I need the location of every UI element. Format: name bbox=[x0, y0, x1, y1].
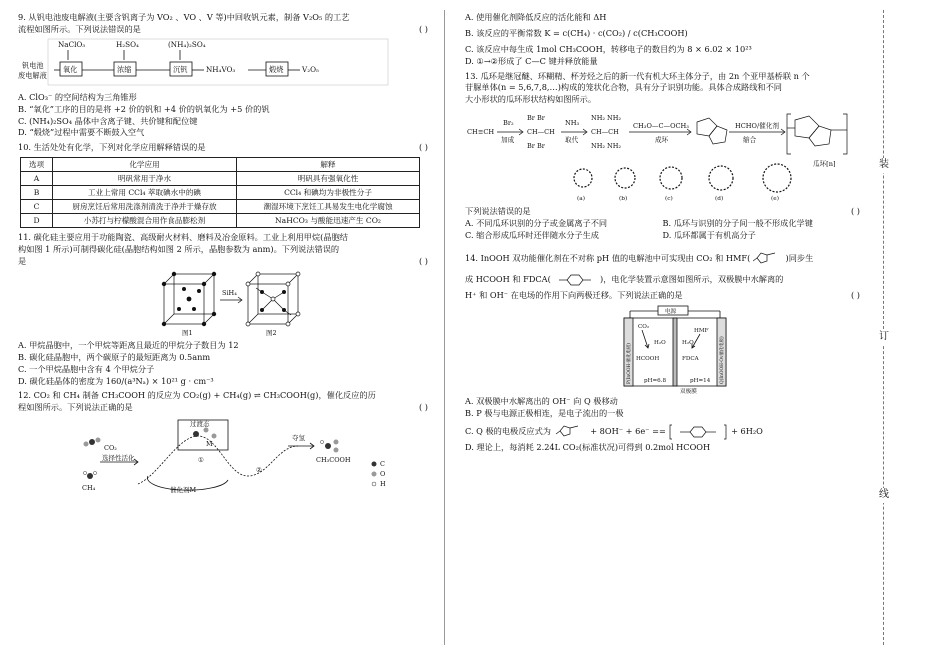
question-12-options bbox=[465, 12, 860, 68]
q10-header-option: 选项 bbox=[21, 158, 53, 172]
q9-mid-product: NH₄VO₃ bbox=[206, 64, 236, 74]
q13-step-cyclize: 成环 bbox=[655, 136, 669, 145]
q14-option-c-end: + 6H₂O bbox=[731, 425, 763, 436]
q11-figure-2-label: 图2 bbox=[266, 328, 277, 337]
q13-ester: CH₃O—C—OCH₃ bbox=[633, 122, 689, 131]
q12-label-co2: CO₂ bbox=[104, 444, 117, 453]
q13-option-c[interactable]: C. 缩合形成瓜环时还伴随水分子生成 bbox=[465, 230, 599, 241]
q13-product: 瓜环[n] bbox=[813, 160, 836, 169]
q13-shape-e: (e) bbox=[771, 196, 779, 203]
right-column bbox=[465, 12, 860, 456]
q13-shape-d: (d) bbox=[715, 196, 724, 203]
table-row bbox=[21, 172, 420, 186]
q10-table bbox=[20, 157, 420, 228]
q11-figure-1-label: 图1 bbox=[182, 328, 193, 337]
question-10 bbox=[18, 142, 428, 228]
q13-option-d[interactable]: D. 瓜环都属于有机高分子 bbox=[662, 230, 756, 241]
svg-text:Br Br: Br Br bbox=[527, 142, 545, 151]
svg-text:Br Br: Br Br bbox=[527, 114, 545, 123]
q13-start: CH≡CH bbox=[467, 128, 495, 137]
q14-option-c: C. Q 极的电极反应式为 bbox=[465, 425, 551, 436]
q14-stem-line1b: )同步生 bbox=[785, 252, 814, 263]
q14-option-c-tail: + 8OH⁻ + 6e⁻ == bbox=[590, 425, 666, 436]
table-header-row bbox=[21, 158, 420, 172]
q10-cell: 明矾常用于净水 bbox=[53, 172, 237, 186]
q9-step-concentrate: 浓缩 bbox=[117, 64, 132, 74]
q13-synthesis-scheme bbox=[465, 108, 860, 204]
q13-stem-line1: 13. 瓜环是继冠醚、环糊精、杯芳烃之后的新一代有机大环主体分子，由 2n 个亚甲基桥联 n 个 bbox=[465, 70, 810, 81]
q9-start-2: 废电解液 bbox=[18, 70, 47, 80]
q11-answer-paren: ( ) bbox=[419, 256, 428, 267]
q9-flowchart bbox=[18, 38, 428, 90]
svg-text:CH—CH: CH—CH bbox=[527, 128, 555, 137]
q9-start-1: 钒电池 bbox=[22, 60, 44, 70]
q11-option-b[interactable]: B. 碳化硅晶胞中，两个碳原子的最短距离为 0.5anm bbox=[18, 351, 211, 362]
q9-option-d[interactable]: D. “煅烧”过程中需要不断鼓入空气 bbox=[18, 127, 145, 138]
fdca-dianion-structure-icon bbox=[668, 423, 728, 441]
q14-left-h2o: H₂O bbox=[654, 339, 666, 346]
question-14 bbox=[465, 248, 860, 454]
question-13 bbox=[465, 71, 860, 242]
q12-label-dehydro: 夺氢 bbox=[292, 434, 305, 443]
q14-stem-line2a: 成 HCOOH 和 FDCA( bbox=[465, 273, 551, 284]
fdca-structure-icon bbox=[553, 272, 597, 288]
q13-shape-a: (a) bbox=[577, 196, 585, 203]
q14-right-hmf: HMF bbox=[694, 327, 709, 334]
q13-reagent-nh3: NH₃ bbox=[565, 119, 580, 128]
q12-label-step1: ① bbox=[198, 456, 204, 465]
q13-stem-line3: 大小形状的瓜环形状结构如图所示。 bbox=[465, 94, 597, 105]
q13-option-a[interactable]: A. 不同瓜环识别的分子或金属离子不同 bbox=[465, 218, 608, 229]
q9-reagent-1: NaClO₃ bbox=[58, 39, 86, 49]
binding-mark-3: 线 bbox=[877, 488, 891, 503]
q14-right-electrode: Q(InOOH-Ov催化电极) bbox=[720, 336, 725, 384]
table-row bbox=[21, 200, 420, 214]
q9-step-calcine: 煅烧 bbox=[269, 64, 284, 74]
q14-option-c-line[interactable] bbox=[465, 420, 860, 442]
q12-label-ch4: CH₄ bbox=[82, 484, 96, 493]
q14-right-h2o: H₂O bbox=[682, 339, 694, 346]
q11-option-d[interactable]: D. 碳化硅晶体的密度为 160/(a³Nₐ) × 10²¹ g · cm⁻³ bbox=[18, 375, 214, 386]
q12-legend-c: C bbox=[380, 460, 385, 469]
q14-ph-left: pH=6.8 bbox=[644, 377, 667, 384]
svg-text:NH₂ NH₂: NH₂ NH₂ bbox=[591, 142, 621, 151]
hmf-structure-icon bbox=[753, 251, 783, 267]
q12-legend-h: H bbox=[380, 480, 386, 489]
svg-text:NH₂ NH₂: NH₂ NH₂ bbox=[591, 114, 621, 123]
binding-mark-2: 订 bbox=[877, 330, 891, 345]
binding-dashed-line bbox=[883, 10, 884, 645]
q13-stem-line2: 苷脲单体(n = 5,6,7,8,…)构成的笼状化合物，具有分子识别功能。具体合成路线和不同 bbox=[465, 82, 782, 93]
q11-crystal-figure bbox=[18, 270, 428, 338]
q14-stem-line1a: 14. InOOH 双功能催化剂在不对称 pH 值的电解池中可实现由 CO₂ 和 HMF( bbox=[465, 252, 751, 263]
q13-step-condense: 缩合 bbox=[743, 136, 757, 145]
q13-shape-b: (b) bbox=[619, 196, 628, 203]
q14-power: 电源 bbox=[665, 308, 677, 315]
q14-stem-line2b: )，电化学装置示意图如图所示，双极膜中水解离的 bbox=[600, 273, 784, 284]
q14-stem-line3: H⁺ 和 OH⁻ 在电场的作用下向两极迁移。下列说法正确的是 bbox=[465, 289, 683, 300]
q9-option-b[interactable]: B. “氧化”工序的目的是将 +2 价的钒和 +4 价的钒氧化为 +5 价的钒 bbox=[18, 103, 270, 114]
q12-option-a[interactable]: A. 使用催化剂降低反应的活化能和 ΔH bbox=[465, 12, 607, 22]
q14-left-electrode: P(InOOH-催化电极) bbox=[627, 342, 632, 384]
q9-stem-line2: 流程如图所示。下列说法错误的是 bbox=[18, 23, 141, 34]
q12-option-c[interactable]: C. 该反应中每生成 1mol CH₃COOH，转移电子的数目约为 8 × 6.02 × 10²³ bbox=[465, 43, 752, 54]
q11-arrow-label: SiH₄ bbox=[222, 288, 237, 297]
q12-stem-line1: 12. CO₂ 和 CH₄ 制备 CH₃COOH 的反应为 CO₂(g) + CH₄(g) ⇌ CH₃COOH(g)，催化反应的历 bbox=[18, 390, 376, 401]
q10-cell: NaHCO₃ 与酸能迅速产生 CO₂ bbox=[237, 214, 420, 228]
q14-electrolysis-cell bbox=[465, 304, 860, 394]
q11-stem-line3: 是 bbox=[18, 256, 27, 267]
q10-cell: 小苏打与柠檬酸混合用作食品膨松剂 bbox=[53, 214, 237, 228]
q13-step-addition: 加成 bbox=[501, 136, 515, 145]
binding-margin bbox=[868, 10, 898, 645]
q14-option-d[interactable]: D. 理论上，每消耗 2.24L CO₂(标准状况)可得到 0.2mol HCOOH bbox=[465, 441, 711, 452]
q9-reagent-2: H₂SO₄ bbox=[116, 39, 139, 49]
q10-answer-paren: ( ) bbox=[419, 142, 428, 153]
q11-stem-line2: 构如图 1 所示)可制得碳化硅(晶胞结构如图 2 所示，晶胞参数为 anm)。下列说法错误的 bbox=[18, 244, 340, 255]
q14-ph-right: pH=14 bbox=[690, 377, 711, 384]
q9-end-product: V₂O₅ bbox=[302, 64, 319, 74]
q14-membrane: 双极膜 bbox=[680, 388, 697, 394]
q10-cell: 潮湿环境下烹饪工具易发生电化学腐蚀 bbox=[237, 200, 420, 214]
q12-option-d[interactable]: D. ①→②形成了 C—C 键并释放能量 bbox=[465, 55, 598, 66]
q9-answer-paren: ( ) bbox=[419, 23, 428, 34]
q13-answer-paren: ( ) bbox=[851, 206, 860, 217]
q13-shape-c: (c) bbox=[665, 196, 673, 203]
q11-option-a[interactable]: A. 甲烷晶胞中，一个甲烷等距离且最近的甲烷分子数目为 12 bbox=[18, 339, 239, 350]
q10-cell: 工业上常用 CCl₄ 萃取碘水中的碘 bbox=[53, 186, 237, 200]
q9-stem-line1: 9. 从钒电池废电解液(主要含钒离子为 VO₂ 、VO 、V 等)中回收钒元素，制备 V₂O₅ 的工艺 bbox=[18, 12, 350, 22]
table-row bbox=[21, 186, 420, 200]
q12-label-m: M bbox=[206, 440, 213, 449]
q13-reagent-br2: Br₂ bbox=[503, 119, 514, 128]
q10-header-application: 化学应用 bbox=[53, 158, 237, 172]
q11-option-c[interactable]: C. 一个甲烷晶胞中含有 4 个甲烷分子 bbox=[18, 363, 155, 374]
q14-answer-paren: ( ) bbox=[851, 289, 860, 300]
q14-left-hcooh: HCOOH bbox=[636, 355, 660, 362]
q12-answer-paren: ( ) bbox=[419, 402, 428, 413]
q10-cell: B bbox=[21, 186, 53, 200]
q13-step-hcho: HCHO/催化剂 bbox=[735, 122, 779, 131]
q9-reagent-3: (NH₄)₂SO₄ bbox=[168, 39, 206, 49]
q12-label-transition: 过渡态 bbox=[190, 420, 210, 429]
q10-cell: 明矾具有强氧化性 bbox=[237, 172, 420, 186]
binding-mark-1: 装 bbox=[877, 158, 891, 173]
q10-cell: 厨房烹饪后常用洗涤剂清洗于净并于燥存放 bbox=[53, 200, 237, 214]
q11-stem-line1: 11. 碳化硅主要应用于功能陶瓷、高级耐火材料、磨料及冶金原料。工业上利用甲烷(晶胞结 bbox=[18, 232, 348, 243]
q12-label-catalyst: 催化剂M bbox=[170, 486, 197, 495]
column-divider bbox=[444, 10, 445, 645]
q12-label-selective: 选择性活化 bbox=[102, 454, 135, 463]
q12-mechanism-figure bbox=[18, 416, 428, 496]
q14-option-b[interactable]: B. P 极与电源正极相连，是电子流出的一极 bbox=[465, 407, 624, 418]
left-column bbox=[18, 12, 428, 499]
table-row bbox=[21, 214, 420, 228]
q10-cell: A bbox=[21, 172, 53, 186]
q14-left-co2: CO₂ bbox=[638, 323, 650, 330]
q12-legend-o: O bbox=[380, 470, 386, 479]
q9-step-precipitate: 沉钒 bbox=[173, 64, 188, 74]
q13-ask: 下列说法错误的是 bbox=[465, 206, 531, 217]
svg-text:CH—CH: CH—CH bbox=[591, 128, 619, 137]
q12-option-b[interactable]: B. 该反应的平衡常数 K = c(CH₄) · c(CO₂) / c(CH₃COOH) bbox=[465, 27, 688, 38]
q12-label-product: CH₃COOH bbox=[316, 456, 351, 465]
q10-cell: C bbox=[21, 200, 53, 214]
q9-option-a[interactable]: A. ClO₃⁻ 的空间结构为三角锥形 bbox=[18, 91, 137, 102]
q9-step-oxidize: 氧化 bbox=[63, 64, 78, 74]
q14-right-fdca: FDCA bbox=[682, 355, 699, 362]
q10-header-explanation: 解释 bbox=[237, 158, 420, 172]
q12-label-step2: ② bbox=[256, 466, 262, 475]
q12-stem-line2: 程如图所示。下列说法正确的是 bbox=[18, 402, 133, 413]
q9-option-c[interactable]: C. (NH₄)₂SO₄ 晶体中含离子键、共价键和配位键 bbox=[18, 115, 198, 126]
q10-stem: 10. 生活处处有化学，下列对化学应用解释错误的是 bbox=[18, 142, 206, 153]
q10-cell: CCl₄ 和碘均为非极性分子 bbox=[237, 186, 420, 200]
q14-option-a[interactable]: A. 双极膜中水解离出的 OH⁻ 向 Q 极移动 bbox=[465, 395, 618, 406]
q10-cell: D bbox=[21, 214, 53, 228]
question-12 bbox=[18, 390, 428, 496]
q13-option-b[interactable]: B. 瓜环与识别的分子间一般不形成化学键 bbox=[662, 218, 813, 229]
question-9 bbox=[18, 12, 428, 139]
q13-step-substitution: 取代 bbox=[565, 136, 579, 145]
question-11 bbox=[18, 232, 428, 387]
hmf-structure-icon bbox=[554, 424, 588, 440]
